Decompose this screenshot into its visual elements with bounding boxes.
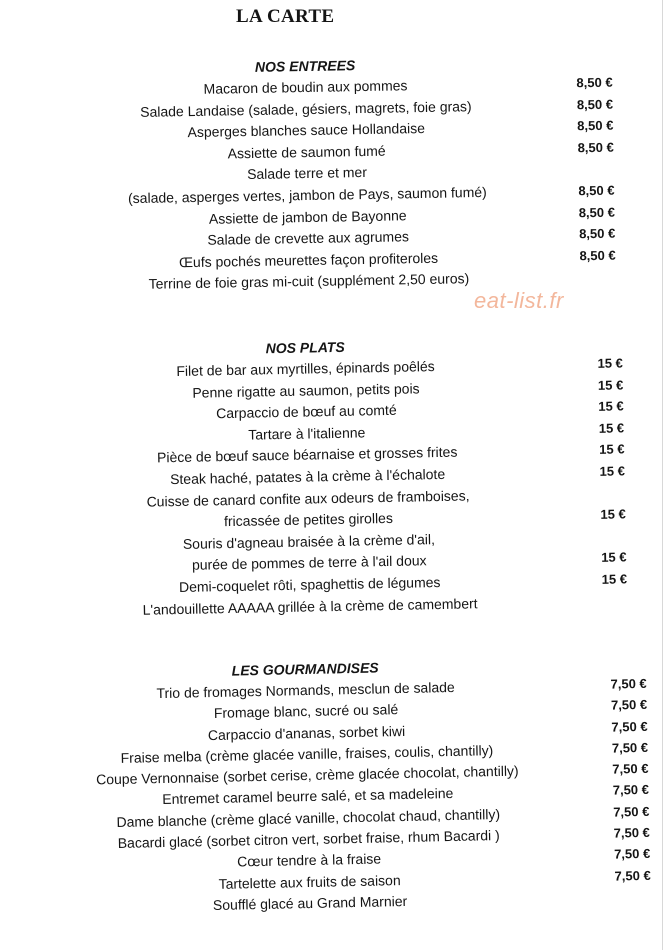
item-name: (salade, asperges vertes, jambon de Pays, saumon fumé)	[127, 183, 487, 207]
item-price: 15 €	[598, 420, 625, 436]
item-price: 15 €	[598, 398, 624, 415]
item-price: 15 €	[601, 549, 627, 566]
item-price: 7,50 €	[612, 782, 650, 799]
item-name: Tartare à l'italienne	[248, 424, 366, 443]
item-name: Filet de bar aux myrtilles, épinards poêlés	[176, 358, 435, 380]
watermark-text: eat-list.fr	[474, 288, 564, 313]
item-name: fricassée de petites girolles	[223, 510, 394, 530]
item-price: 15 €	[601, 571, 628, 587]
item-name: Carpaccio de bœuf au comté	[215, 401, 397, 422]
item-price: 15 €	[597, 377, 624, 393]
item-price: 8,50 €	[579, 247, 616, 264]
item-price: 8,50 €	[576, 96, 614, 112]
item-price: 15 €	[599, 441, 625, 458]
item-price: 7,50 €	[611, 739, 649, 756]
item-price: 8,50 €	[576, 74, 613, 91]
item-name: Demi-coquelet rôti, spaghettis de légumes	[178, 573, 441, 595]
item-price: 8,50 €	[577, 139, 614, 156]
item-name: L'andouillette AAAAA grillée à la crème de camembert	[142, 594, 478, 618]
item-name: Steak haché, patates à la crème à l'échalote	[169, 465, 446, 488]
item-price: 7,50 €	[612, 761, 649, 777]
item-price: 8,50 €	[578, 182, 615, 199]
item-price: 7,50 €	[613, 824, 650, 841]
item-name: Salade terre et mer	[246, 164, 368, 183]
item-name: Assiette de jambon de Bayonne	[208, 206, 407, 227]
item-name: Terrine de foie gras mi-cuit (supplément 2,50 euros)	[148, 270, 470, 293]
item-name: Œufs pochés meurettes façon profiteroles	[178, 249, 439, 271]
item-name: Entremet caramel beurre salé, et sa madeleine	[162, 785, 454, 808]
item-name: Carpaccio d'ananas, sorbet kiwi	[207, 722, 406, 743]
item-name: Trio de fromages Normands, mesclun de salade	[156, 678, 455, 702]
section-entrees	[20, 49, 644, 298]
item-name: Tartelette aux fruits de saison	[218, 871, 401, 892]
menu-title: LA CARTE	[236, 6, 335, 27]
item-name: Salade de crevette aux agrumes	[207, 228, 410, 248]
item-name: Fraise melba (crème glacée vanille, fraises, coulis, chantilly)	[120, 742, 494, 766]
section-heading: LES GOURMANDISES	[231, 659, 379, 679]
item-name: Salade Landaise (salade, gésiers, magrets, foie gras)	[140, 97, 472, 120]
item-name: Penne rigatte au saumon, petits pois	[192, 379, 420, 401]
item-name: Dame blanche (crème glacé vanille, chocolat chaud, chantilly)	[116, 805, 501, 830]
section-heading: NOS PLATS	[265, 338, 345, 357]
item-price: 7,50 €	[610, 697, 648, 713]
item-price: 7,50 €	[614, 867, 651, 884]
item-name: Bacardi glacé (sorbet citron vert, sorbet fraise, rhum Bacardi )	[117, 827, 500, 852]
item-name: Cuisse de canard confite aux odeurs de framboises,	[146, 486, 470, 510]
item-name: Fromage blanc, sucré ou salé	[213, 701, 399, 722]
section-plats	[20, 330, 645, 623]
item-name: Asperges blanches sauce Hollandaise	[187, 120, 426, 141]
item-price: 7,50 €	[613, 846, 651, 862]
item-name: Macaron de boudin aux pommes	[203, 77, 408, 97]
item-price: 7,50 €	[611, 718, 648, 735]
item-name: Coupe Vernonnaise (sorbet cerise, crème glacée chocolat, chantilly)	[95, 762, 519, 788]
item-name: Soufflé glacé au Grand Marnier	[212, 892, 408, 913]
section-heading: NOS ENTREES	[254, 57, 356, 75]
item-price: 8,50 €	[578, 225, 616, 242]
item-name: Pièce de bœuf sauce béarnaise et grosses frites	[156, 444, 458, 466]
item-price: 7,50 €	[613, 803, 650, 820]
item-price: 8,50 €	[577, 117, 614, 134]
item-name: Assiette de saumon fumé	[227, 142, 386, 162]
page-edge-line	[662, 0, 663, 950]
item-price: 7,50 €	[610, 675, 647, 692]
item-name: Souris d'agneau braisée à la crème d'ail,	[182, 530, 436, 552]
item-price: 15 €	[600, 506, 626, 523]
item-price: 15 €	[599, 463, 626, 479]
item-price: 8,50 €	[578, 204, 616, 220]
section-gourmandises	[20, 651, 651, 920]
item-name: purée de pommes de terre à l'ail doux	[191, 552, 427, 574]
item-name: Cœur tendre à la fraise	[237, 850, 382, 870]
item-price: 15 €	[597, 355, 623, 371]
